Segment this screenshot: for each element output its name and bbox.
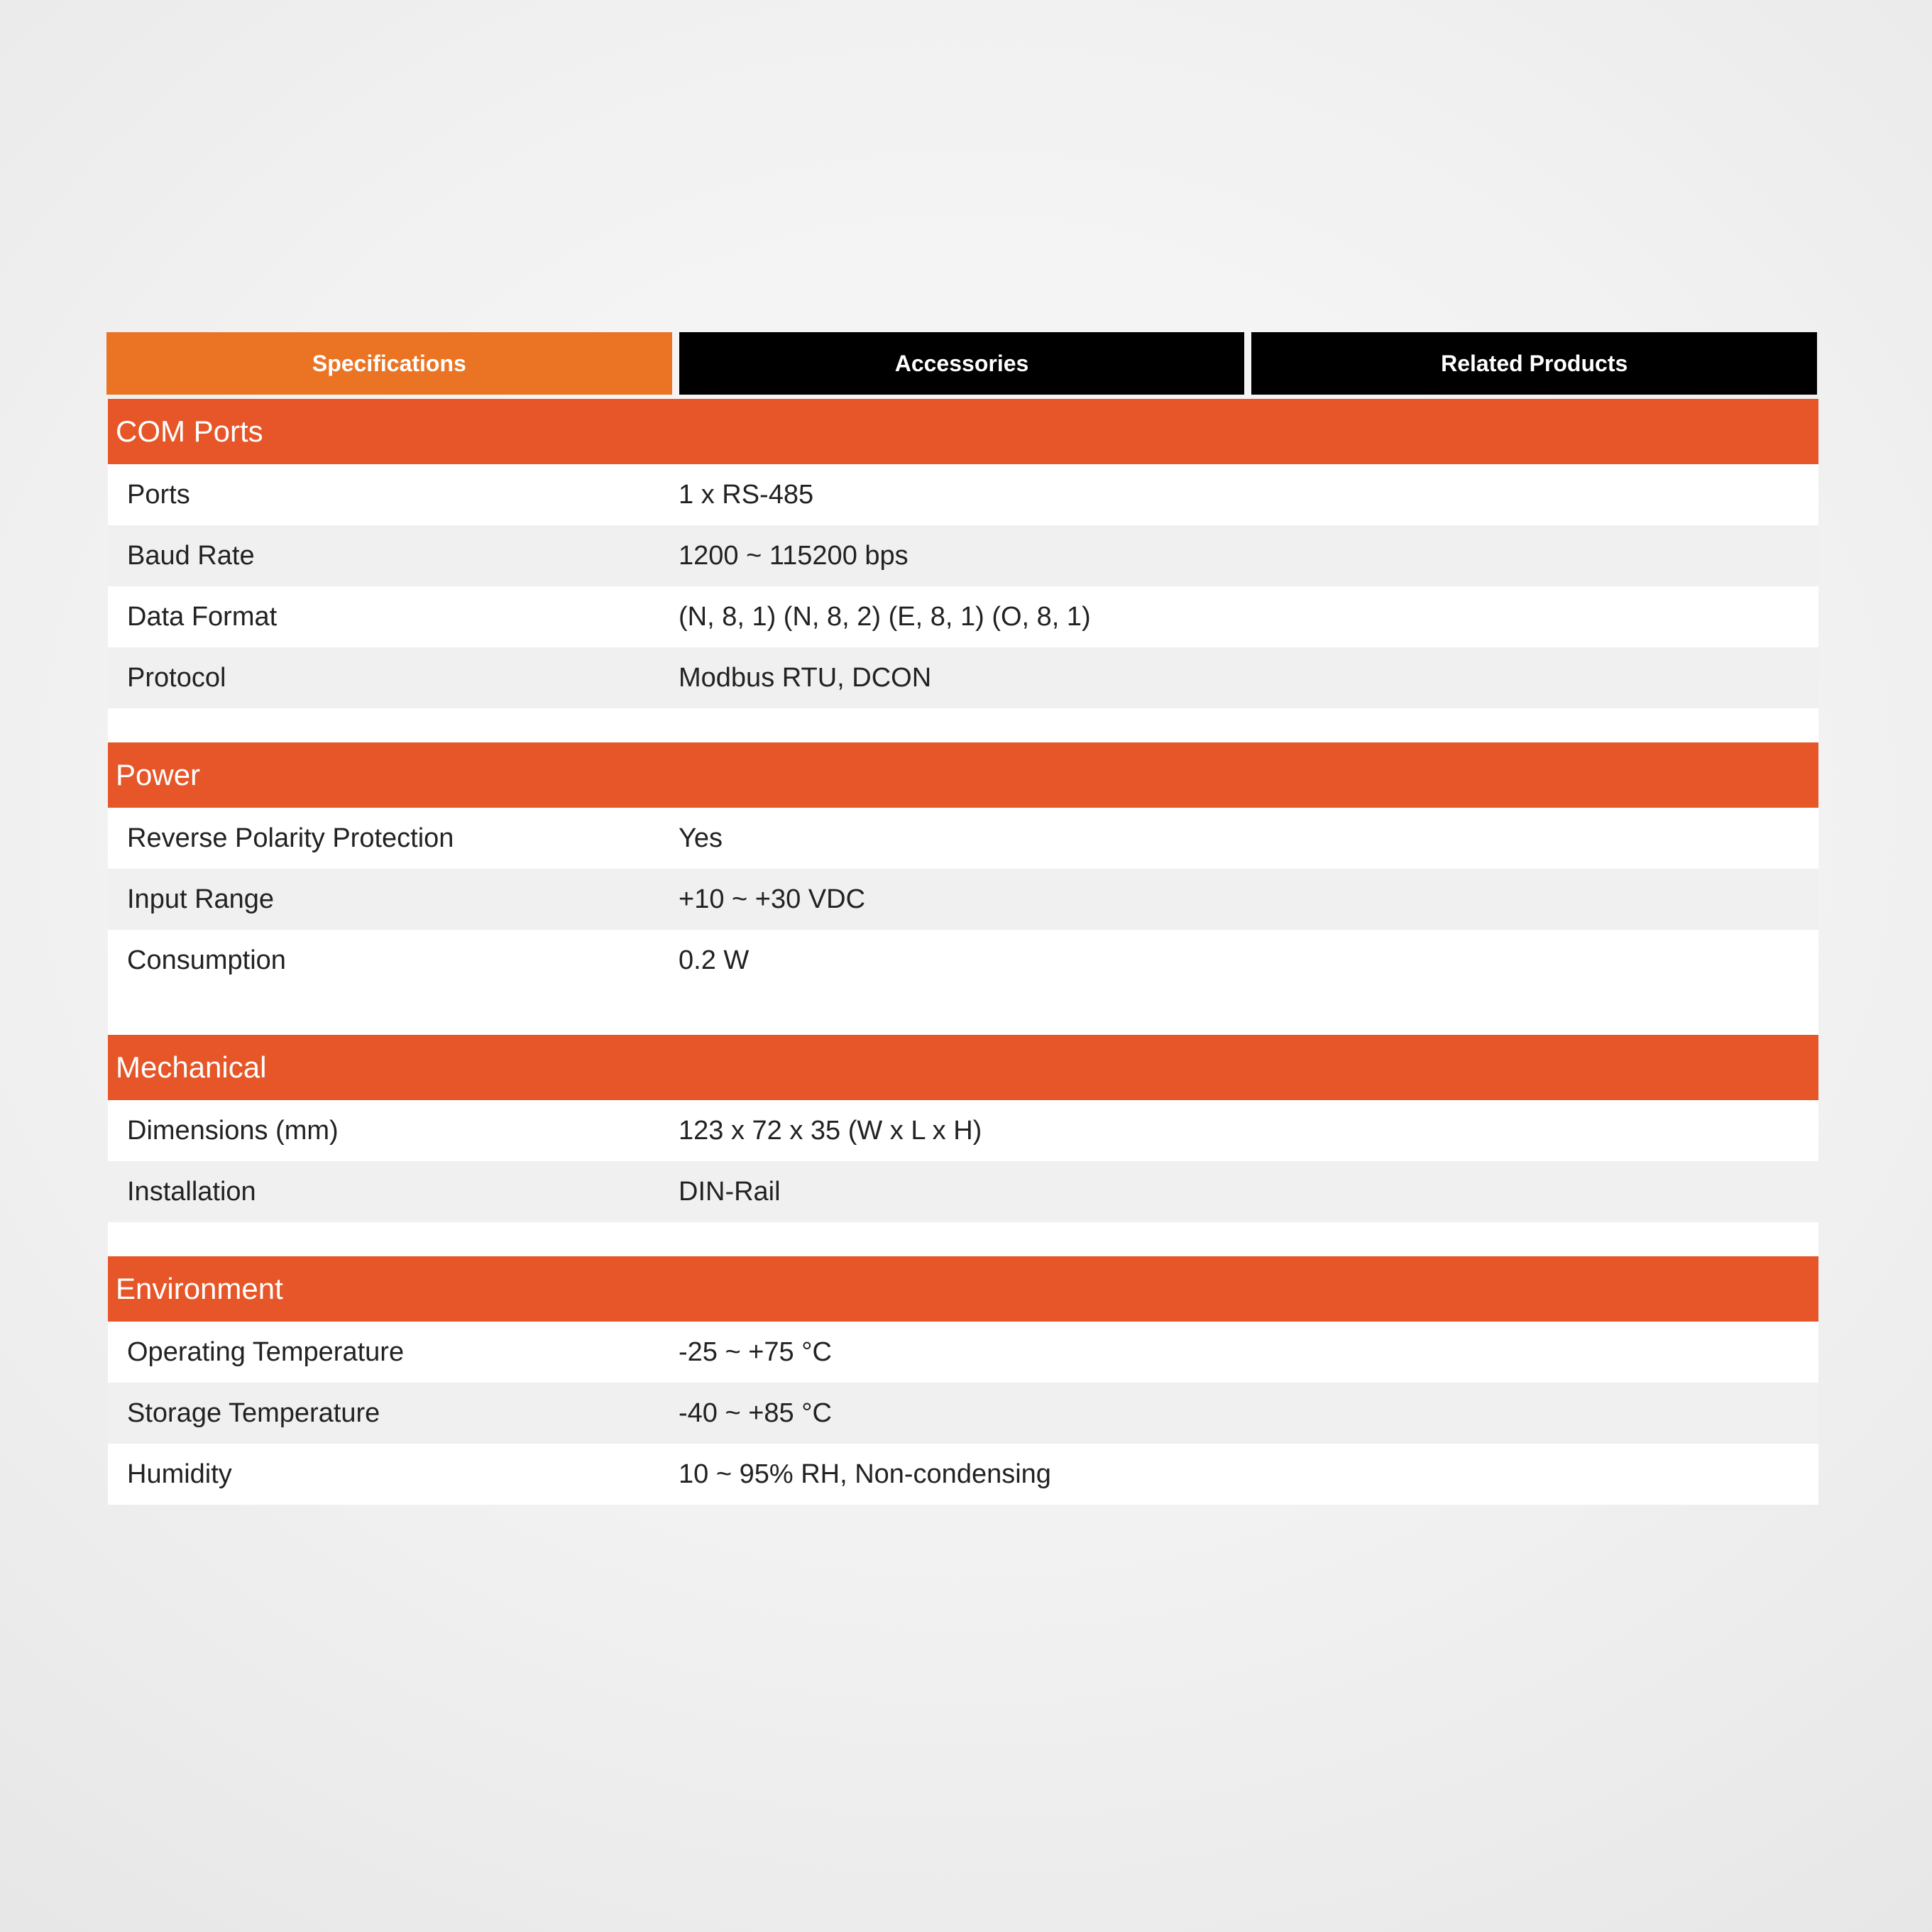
tab-related-products[interactable]: Related Products <box>1251 332 1817 395</box>
spec-row <box>108 930 1818 991</box>
section-header-power: Power <box>108 742 1818 808</box>
spec-label: Reverse Polarity Protection <box>127 823 454 853</box>
spec-row <box>108 586 1818 647</box>
spec-value: 0.2 W <box>679 945 750 975</box>
spec-value: 1200 ~ 115200 bps <box>679 540 909 571</box>
spec-value: (N, 8, 1) (N, 8, 2) (E, 8, 1) (O, 8, 1) <box>679 601 1091 632</box>
spec-value: 1 x RS-485 <box>679 479 814 510</box>
spec-label: Dimensions (mm) <box>127 1115 339 1146</box>
spec-label: Data Format <box>127 601 278 632</box>
spec-label: Operating Temperature <box>127 1337 405 1367</box>
specifications-table <box>108 399 1818 1505</box>
spec-row <box>108 647 1818 708</box>
spec-row <box>108 525 1818 586</box>
spec-row <box>108 1322 1818 1383</box>
section-spacer <box>108 708 1818 742</box>
spec-label: Protocol <box>127 662 226 693</box>
tab-accessories[interactable]: Accessories <box>679 332 1245 395</box>
spec-row <box>108 464 1818 525</box>
spec-row <box>108 869 1818 930</box>
spec-label: Consumption <box>127 945 286 975</box>
section-header-mechanical: Mechanical <box>108 1035 1818 1100</box>
spec-row <box>108 1383 1818 1444</box>
spec-value: Yes <box>679 823 723 853</box>
spec-label: Input Range <box>127 884 275 914</box>
spec-row <box>108 1161 1818 1222</box>
spec-value: DIN-Rail <box>679 1176 781 1207</box>
tab-specifications[interactable]: Specifications <box>106 332 672 395</box>
spec-row <box>108 1444 1818 1505</box>
spec-label: Storage Temperature <box>127 1398 380 1428</box>
spec-label: Baud Rate <box>127 540 255 571</box>
spec-value: Modbus RTU, DCON <box>679 662 932 693</box>
spec-row <box>108 808 1818 869</box>
spec-value: 10 ~ 95% RH, Non-condensing <box>679 1459 1051 1489</box>
spec-value: -40 ~ +85 °C <box>679 1398 832 1428</box>
spec-label: Installation <box>127 1176 256 1207</box>
tab-bar <box>106 332 1817 395</box>
section-header-com-ports: COM Ports <box>108 399 1818 464</box>
section-spacer <box>108 1222 1818 1256</box>
spec-row <box>108 1100 1818 1161</box>
section-header-environment: Environment <box>108 1256 1818 1322</box>
section-spacer <box>108 991 1818 1035</box>
spec-label: Ports <box>127 479 190 510</box>
spec-value: -25 ~ +75 °C <box>679 1337 832 1367</box>
spec-value: 123 x 72 x 35 (W x L x H) <box>679 1115 982 1146</box>
spec-value: +10 ~ +30 VDC <box>679 884 866 914</box>
spec-label: Humidity <box>127 1459 232 1489</box>
